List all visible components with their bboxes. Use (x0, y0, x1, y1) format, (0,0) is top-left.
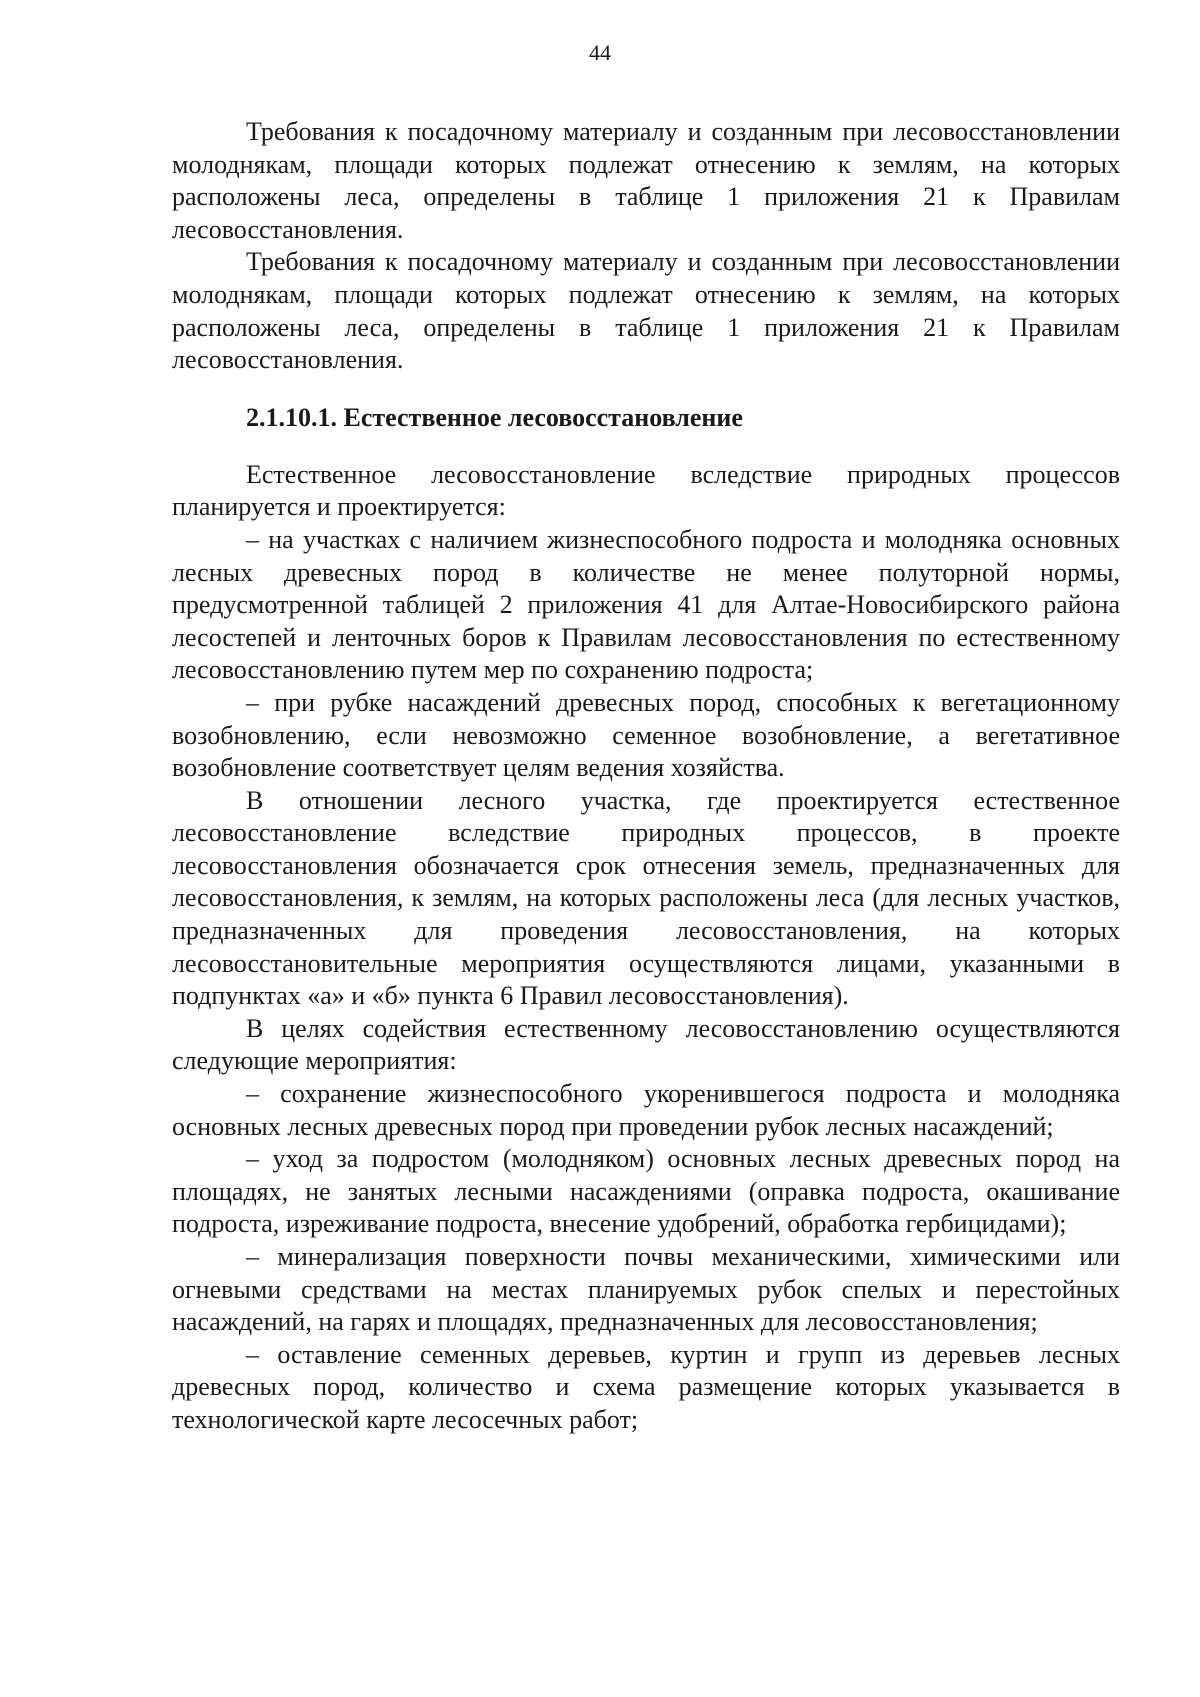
list-item: – уход за подростом (молодняком) основных лесных древесных пород на площадях, не занятых лесными насаждениями (оправка подроста, окашивание подроста, изреживание подроста, внесение удобрений, обработка гербицидами); (172, 1144, 1120, 1239)
paragraph: В отношении лесного участка, где проектируется естественное лесовосстановление вследствие природных процессов, в проекте лесовосстановления обозначается срок отнесения земель, предназначенных для лесовосстановления, к землям, на которых расположены леса (для лесных участков, предназначенных для проведения лесовосстановления, на которых лесовосстановительные мероприятия осуществляются лицами, указанными в подпунктах «а» и «б» пункта 6 Правил лесовосстановления). (172, 785, 1120, 1011)
paragraph: Требования к посадочному материалу и созданным при лесовосстановлении молоднякам, площади которых подлежат отнесению к землям, на которых расположены леса, определены в таблице 1 приложения 21 к Правилам лесовосстановления. (172, 247, 1120, 375)
paragraph: Требования к посадочному материалу и созданным при лесовосстановлении молоднякам, площади которых подлежат отнесению к землям, на которых расположены леса, определены в таблице 1 приложения 21 к Правилам лесовосстановления. (172, 117, 1120, 244)
page-number: 44 (589, 40, 611, 65)
list-item: – сохранение жизнеспособного укоренившегося подроста и молодняка основных лесных древесных пород при проведении рубок лесных насаждений; (172, 1079, 1120, 1141)
page-content (172, 116, 1120, 1437)
list-item: – на участках с наличием жизнеспособного подроста и молодняка основных лесных древесных пород в количестве не менее полуторной нормы, предусмотренной таблицей 2 приложения 41 для Алтае-Новосибирского района лесостепей и ленточных боров к Правилам лесовосстановления по естественному лесовосстановлению путем мер по сохранению подроста; (172, 524, 1120, 685)
paragraph: В целях содействия естественному лесовосстановлению осуществляются следующие мероприятия: (172, 1013, 1120, 1076)
list-item: – оставление семенных деревьев, куртин и групп из деревьев лесных древесных пород, количество и схема размещение которых указывается в технологической карте лесосечных работ; (172, 1339, 1120, 1434)
list-item: – при рубке насаждений древесных пород, способных к вегетационному возобновлению, если невозможно семенное возобновление, а вегетативное возобновление соответствует целям ведения хозяйства. (172, 687, 1120, 783)
paragraph: Естественное лесовосстановление вследствие природных процессов планируется и проектируется: (172, 459, 1120, 522)
section-heading: 2.1.10.1. Естественное лесовосстановление (246, 402, 743, 432)
list-item: – минерализация поверхности почвы механическими, химическими или огневыми средствами на местах планируемых рубок спелых и перестойных насаждений, на гарях и площадях, предназначенных для лесовосстановления; (172, 1242, 1120, 1337)
